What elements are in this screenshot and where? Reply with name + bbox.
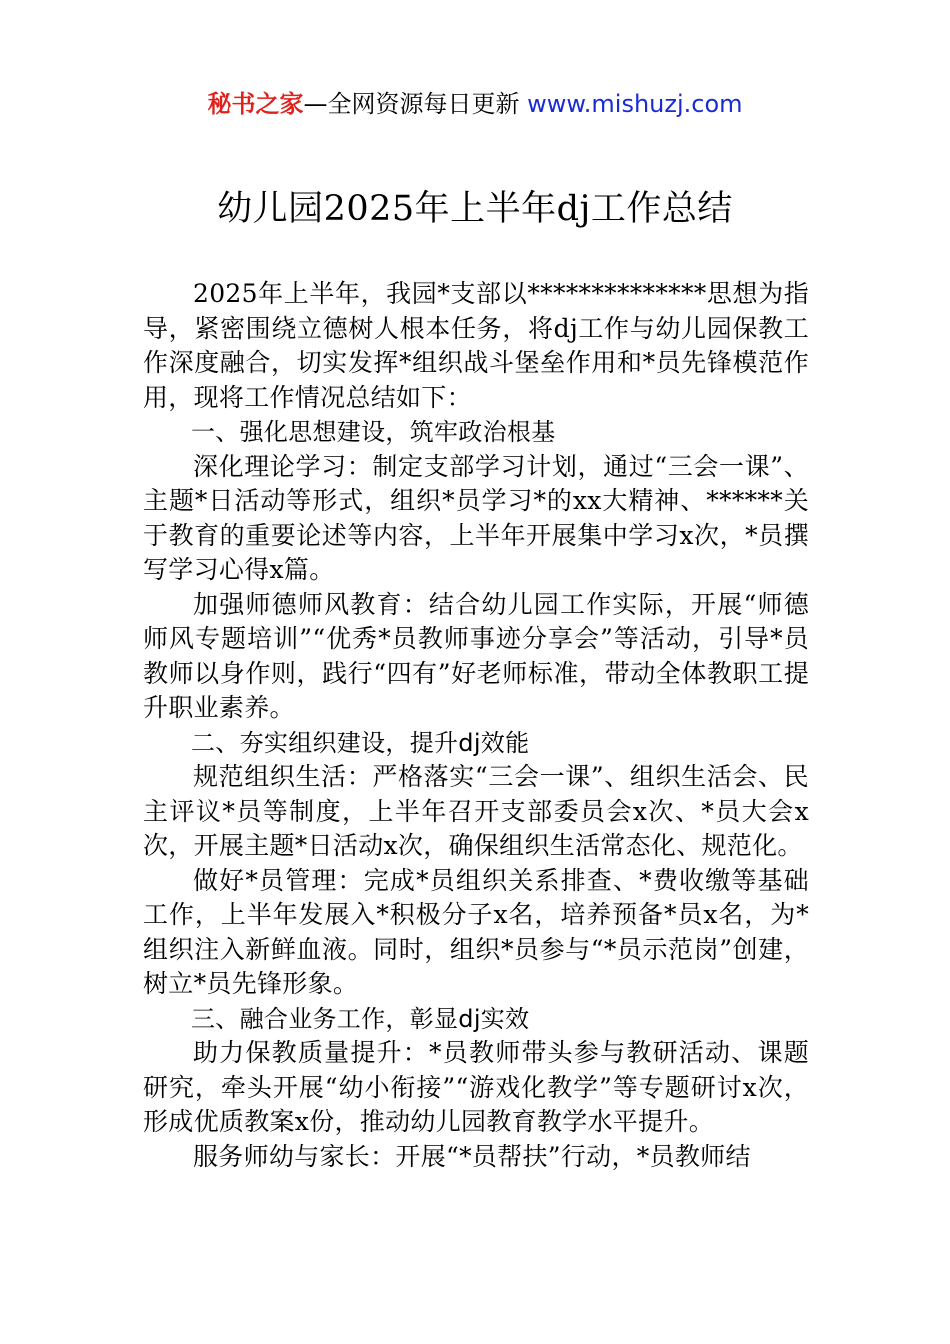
- site-tagline: —全网资源每日更新: [303, 90, 528, 118]
- body-paragraph: 做好*员管理：完成*员组织关系排查、*费收缴等基础工作，上半年发展入*积极分子x名，培养预备*员x名，为*组织注入新鲜血液。同时，组织*员参与“*员示范岗”创建，树立*员先锋形象。: [143, 865, 809, 998]
- document-title: 幼儿园2025年上半年dj工作总结: [217, 189, 733, 229]
- site-header: [0, 86, 950, 122]
- site-url-link[interactable]: www.mishuzj.com: [527, 90, 743, 118]
- body-paragraph: 助力保教质量提升：*员教师带头参与教研活动、课题研究，牵头开展“幼小衔接”“游戏化教学”等专题研讨x次，形成优质教案x份，推动幼儿园教育教学水平提升。: [143, 1038, 809, 1136]
- body-paragraph: 规范组织生活：严格落实“三会一课”、组织生活会、民主评议*员等制度，上半年召开支部委员会x次、*员大会x次，开展主题*日活动x次，确保组织生活常态化、规范化。: [143, 762, 809, 860]
- section-heading-3: 三、融合业务工作，彰显dj实效: [191, 1004, 530, 1033]
- section-heading-1: 一、强化思想建设，筑牢政治根基: [191, 418, 556, 446]
- body-paragraph: 服务师幼与家长：开展“*员帮扶”行动，*员教师结: [193, 1141, 751, 1171]
- body-paragraph: 深化理论学习：制定支部学习计划，通过“三会一课”、主题*日活动等形式，组织*员学习*的xx大精神、******关于教育的重要论述等内容，上半年开展集中学习x次，*员撰写学习心得x篇。: [143, 451, 809, 584]
- site-brand: 秘书之家: [207, 90, 304, 118]
- body-paragraph: 加强师德师风教育：结合幼儿园工作实际，开展“师德师风专题培训”“优秀*员教师事迹分享会”等活动，引导*员教师以身作则，践行“四有”好老师标准，带动全体教职工提升职业素养。: [143, 589, 809, 722]
- section-heading-2: 二、夯实组织建设，提升dj效能: [191, 728, 530, 757]
- document-body: [143, 277, 809, 1174]
- intro-paragraph: 2025年上半年，我园*支部以**************思想为指导，紧密围绕立德树人根本任务，将dj工作与幼儿园保教工作深度融合，切实发挥*组织战斗堡垒作用和*员先锋模范作用，现将工作情况总结如下：: [143, 279, 809, 412]
